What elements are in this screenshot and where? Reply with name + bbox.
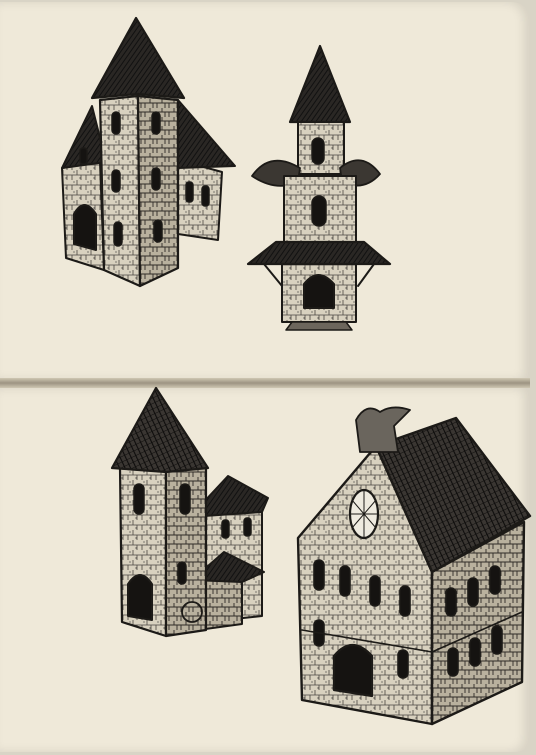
sketch-house-bottom-right [298,407,530,724]
sketch-tower-top-right [248,46,390,330]
sketch-church-top-left [62,18,235,286]
sketch-church-bottom-left [112,388,268,636]
